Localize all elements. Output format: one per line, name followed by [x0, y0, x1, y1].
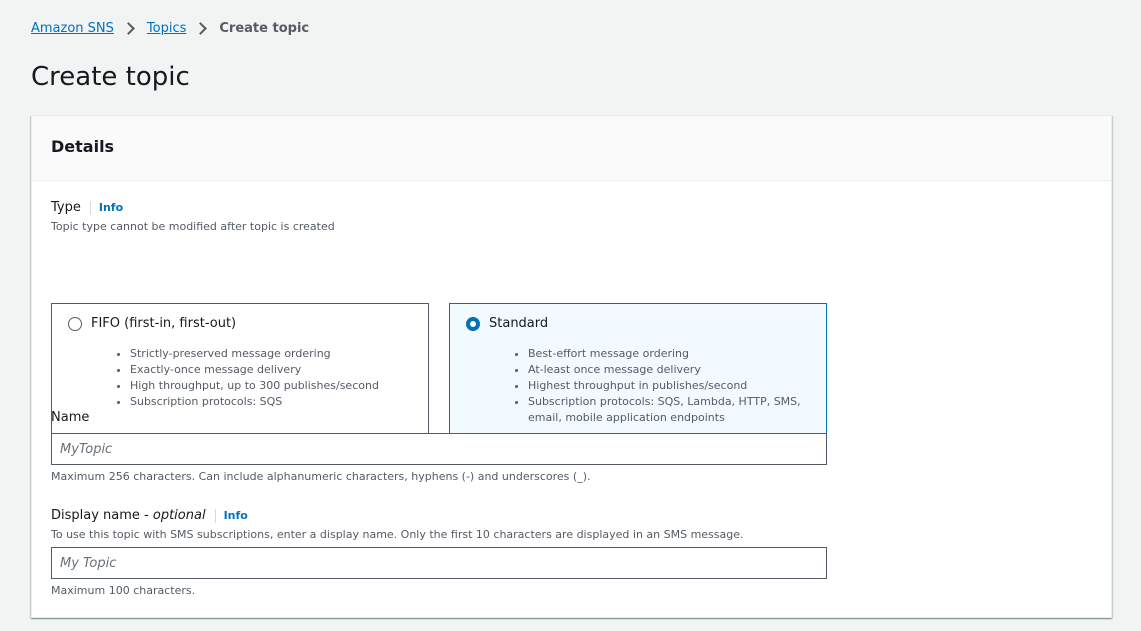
- details-panel: [31, 115, 1112, 618]
- divider: [215, 509, 216, 523]
- list-item: • Exactly-once message delivery: [130, 362, 420, 378]
- details-title: Details: [51, 137, 115, 156]
- standard-feature-list: [528, 346, 818, 426]
- details-panel-header: [32, 116, 1111, 181]
- list-item: • Best-effort message ordering: [528, 346, 818, 362]
- standard-option-head: [466, 316, 548, 331]
- list-item: • High throughput, up to 300 publishes/second: [130, 378, 420, 394]
- display-name-input[interactable]: [51, 547, 827, 579]
- list-item: • Subscription protocols: SQS: [130, 394, 420, 410]
- display-name-constraint: Maximum 100 characters.: [51, 584, 196, 597]
- type-info-link[interactable]: Info: [98, 201, 124, 214]
- name-constraint: Maximum 256 characters. Can include alphanumeric characters, hyphens (-) and underscores (_).: [51, 470, 591, 483]
- fifo-feature-list: [130, 346, 420, 410]
- display-name-description: To use this topic with SMS subscriptions, enter a display name. Only the first 10 characters are displayed in an SMS message.: [51, 528, 744, 541]
- name-input[interactable]: [51, 433, 827, 465]
- type-description: Topic type cannot be modified after topic is created: [51, 220, 335, 233]
- standard-radio[interactable]: [466, 317, 480, 331]
- display-name-label-row: [51, 508, 248, 523]
- name-label: Name: [51, 410, 90, 425]
- fifo-option-title: FIFO (first-in, first-out): [91, 316, 237, 331]
- type-option-fifo[interactable]: [51, 303, 429, 451]
- fifo-radio[interactable]: [68, 317, 82, 331]
- breadcrumb-topics[interactable]: Topics: [146, 20, 187, 36]
- display-name-label: [51, 508, 206, 523]
- chevron-right-icon: [122, 22, 135, 35]
- fifo-option-head: [68, 316, 236, 331]
- display-name-info-link[interactable]: Info: [223, 509, 248, 522]
- type-label-row: [51, 200, 123, 215]
- page-title: Create topic: [31, 62, 190, 92]
- breadcrumb: [31, 18, 309, 38]
- chevron-right-icon: [195, 22, 208, 35]
- list-item: • Strictly-preserved message ordering: [130, 346, 420, 362]
- type-option-standard[interactable]: [449, 303, 827, 451]
- name-label-row: [51, 410, 89, 425]
- list-item: • Highest throughput in publishes/second: [528, 378, 818, 394]
- divider: [90, 201, 91, 215]
- optional-label: optional: [152, 508, 206, 523]
- standard-option-title: Standard: [489, 316, 549, 331]
- list-item: • Subscription protocols: SQS, Lambda, HTTP, SMS, email, mobile application endpoints: [528, 394, 818, 426]
- list-item: • At-least once message delivery: [528, 362, 818, 378]
- display-name-label-text: Display name -: [51, 508, 153, 523]
- breadcrumb-amazon-sns[interactable]: Amazon SNS: [31, 20, 114, 36]
- type-label: Type: [51, 200, 81, 215]
- breadcrumb-current: Create topic: [219, 20, 310, 36]
